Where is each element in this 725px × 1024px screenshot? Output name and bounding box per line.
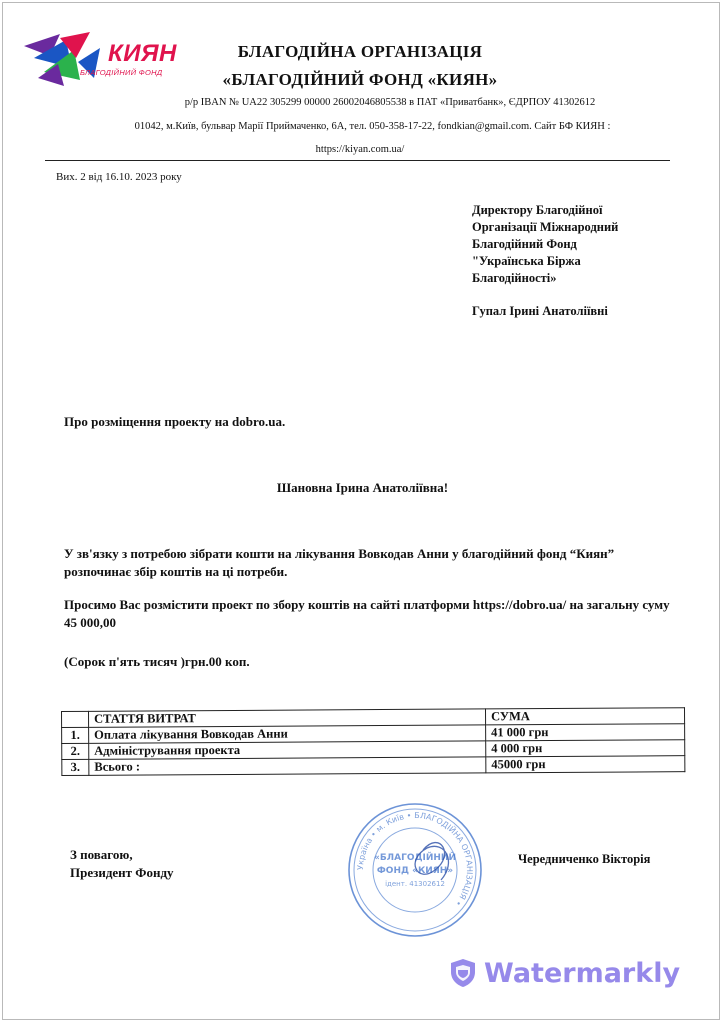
signoff-title: Президент Фонду bbox=[70, 865, 174, 880]
addressee-name: Гупал Ірині Анатоліївні bbox=[472, 304, 608, 318]
website: https://kiyan.com.ua/ bbox=[315, 144, 405, 155]
row-number: 1. bbox=[62, 727, 89, 743]
row-item: Оплата лікування Вовкодав Анни bbox=[89, 725, 486, 743]
bank-details: р/р IBAN № UA22 305299 00000 26002046805538 в ПАТ «Приватбанк», ЄДРПОУ 41302612 bbox=[184, 97, 596, 108]
table-header-item: СТАТТЯ ВИТРАТ bbox=[89, 709, 486, 727]
seal-text: ідент. 41302612 bbox=[385, 880, 445, 888]
logo-brand-text: КИЯН bbox=[108, 40, 177, 67]
body-paragraph: Просимо Вас розмістити проект по збору коштів на сайті платформи https://dobro.ua/ на загальну суму 45 000,00 bbox=[64, 597, 670, 630]
row-sum: 4 000 грн bbox=[486, 740, 685, 757]
watermark-text: Watermarkly bbox=[484, 957, 681, 989]
table-row bbox=[62, 756, 685, 776]
address-contacts: 01042, м.Київ, бульвар Марії Приймаченко, 6А, тел. 050-358-17-22, fondkian@gmail.com. Сайт БФ КИЯН : bbox=[134, 121, 611, 132]
row-sum: 45000 грн bbox=[486, 756, 685, 773]
logo-sub-text: БЛАГОДІЙНИЙ ФОНД bbox=[80, 68, 163, 77]
shield-icon bbox=[448, 957, 478, 989]
signoff-regards: З повагою, bbox=[70, 847, 133, 862]
org-name: «БЛАГОДІЙНИЙ ФОНД «КИЯН» bbox=[222, 70, 498, 89]
amount-in-words: (Сорок п'ять тисяч )грн.00 коп. bbox=[64, 654, 250, 669]
seal-text: «БЛАГОДІЙНИЙ bbox=[374, 853, 456, 863]
org-type: БЛАГОДІЙНА ОРГАНІЗАЦІЯ bbox=[237, 42, 483, 61]
watermark bbox=[448, 955, 680, 991]
expenses-table bbox=[61, 707, 685, 776]
addressee-block bbox=[472, 202, 672, 287]
row-item: Адміністрування проекта bbox=[89, 741, 486, 759]
svg-text:Україна • м. Київ • БЛАГОДІЙНА: Україна • м. Київ • БЛАГОДІЙНА ОРГАНІЗАЦІЯ • bbox=[355, 810, 475, 908]
addressee-line: Організації Міжнародний bbox=[472, 220, 619, 234]
addressee-line: Благодійний Фонд bbox=[472, 237, 577, 251]
addressee-line: "Українська Біржа bbox=[472, 254, 581, 268]
outgoing-reference: Вих. 2 від 16.10. 2023 року bbox=[56, 171, 182, 183]
row-sum: 41 000 грн bbox=[486, 724, 685, 741]
row-item: Всього : bbox=[89, 757, 486, 775]
organization-seal bbox=[345, 800, 485, 940]
greeting: Шановна Ірина Анатоліївна! bbox=[276, 480, 449, 495]
signoff-block bbox=[70, 846, 174, 882]
letter-subject: Про розміщення проекту на dobro.ua. bbox=[64, 414, 286, 429]
signer-name: Чередниченко Вікторія bbox=[518, 852, 651, 866]
body-paragraph: У зв'язку з потребою зібрати кошти на лікування Вовкодав Анни у благодійний фонд “Киян” розпочинає збір коштів на ці потреби. bbox=[64, 546, 615, 579]
table-header-sum: СУМА bbox=[485, 708, 684, 725]
header-divider bbox=[45, 160, 670, 161]
addressee-line: Благодійності» bbox=[472, 271, 557, 285]
row-number: 2. bbox=[62, 743, 89, 759]
row-number: 3. bbox=[62, 759, 89, 775]
seal-text: ФОНД «КИЯН» bbox=[376, 866, 454, 876]
table-cell bbox=[62, 711, 89, 727]
addressee-line: Директору Благодійної bbox=[472, 203, 603, 217]
